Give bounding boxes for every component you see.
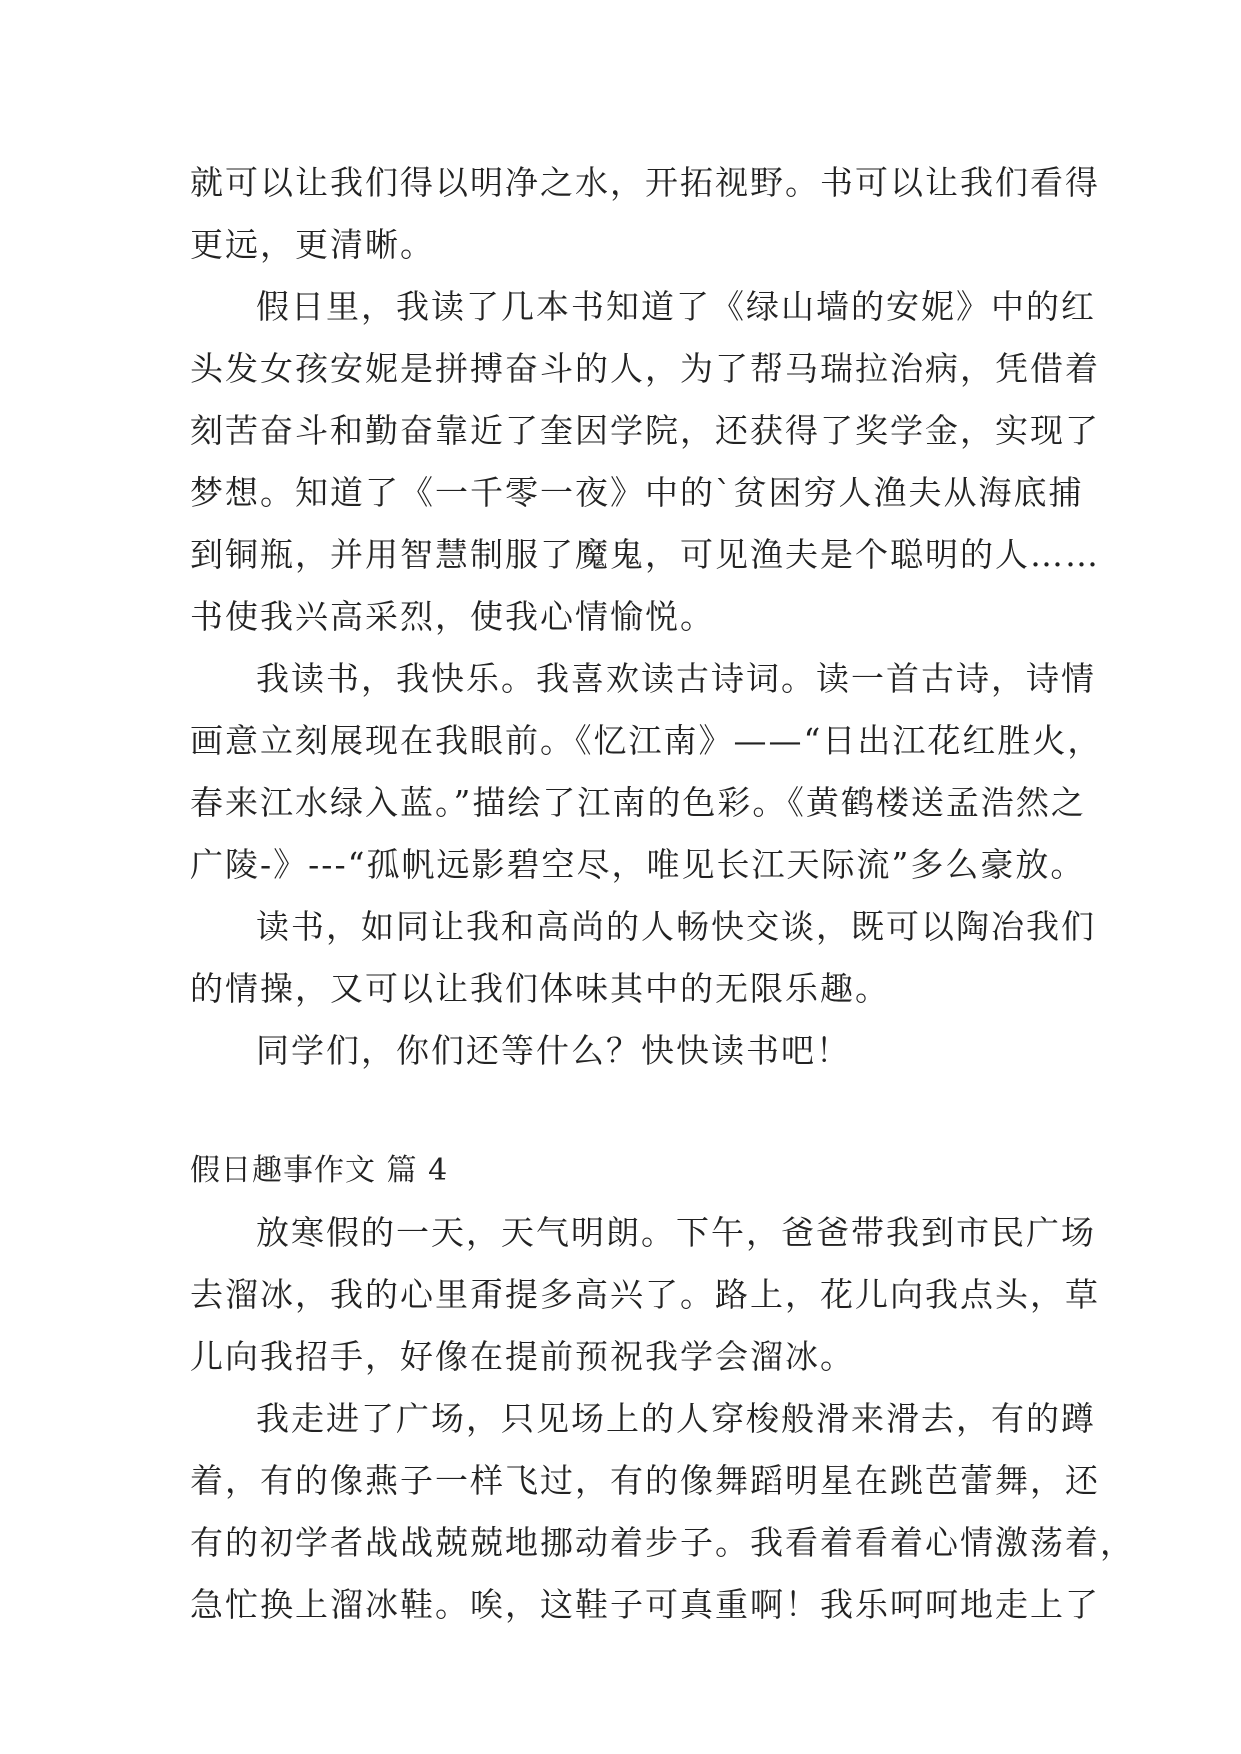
text-line: 刻苦奋斗和勤奋靠近了奎因学院，还获得了奖学金，实现了 [190, 411, 1100, 450]
paragraph-start-line: 同学们，你们还等什么？快快读书吧！ [256, 1031, 851, 1070]
text-line: 的情操，又可以让我们体味其中的无限乐趣。 [190, 969, 890, 1008]
paragraph-start-line: 我走进了广场，只见场上的人穿梭般滑来滑去，有的蹲 [256, 1399, 1096, 1438]
text-line: 就可以让我们得以明净之水，开拓视野。书可以让我们看得 [190, 163, 1100, 202]
text-line: 着，有的像燕子一样飞过，有的像舞蹈明星在跳芭蕾舞，还 [190, 1461, 1100, 1500]
text-line: 头发女孩安妮是拼搏奋斗的人，为了帮马瑞拉治病，凭借着 [190, 349, 1100, 388]
document-page [190, 152, 1135, 1636]
text-line: 广陵-》---“孤帆远影碧空尽，唯见长江天际流”多么豪放。 [190, 845, 1086, 884]
paragraph-start-line: 读书，如同让我和高尚的人畅快交谈，既可以陶冶我们 [256, 907, 1096, 946]
paragraph-start-line: 我读书，我快乐。我喜欢读古诗词。读一首古诗，诗情 [256, 659, 1096, 698]
text-line: 儿向我招手，好像在提前预祝我学会溜冰。 [190, 1337, 855, 1376]
text-line: 有的初学者战战兢兢地挪动着步子。我看着看着心情激荡着， [190, 1523, 1135, 1562]
text-line: 急忙换上溜冰鞋。唉，这鞋子可真重啊！我乐呵呵地走上了 [190, 1585, 1100, 1624]
text-line: 梦想。知道了《一千零一夜》中的`贫困穷人渔夫从海底捕 [190, 473, 1084, 512]
text-line: 书使我兴高采烈，使我心情愉悦。 [190, 597, 715, 636]
paragraph-start-line: 假日里，我读了几本书知道了《绿山墙的安妮》中的红 [256, 287, 1096, 326]
text-line: 春来江水绿入蓝。”描绘了江南的色彩。《黄鹤楼送孟浩然之 [190, 783, 1086, 822]
text-line: 更远，更清晰。 [190, 225, 435, 264]
text-line: 到铜瓶，并用智慧制服了魔鬼，可见渔夫是个聪明的人…… [190, 535, 1100, 574]
paragraph-start-line: 放寒假的一天，天气明朗。下午，爸爸带我到市民广场 [256, 1213, 1096, 1252]
text-line: 画意立刻展现在我眼前。《忆江南》——“日出江花红胜火， [190, 721, 1103, 760]
section-title: 假日趣事作文 篇 4 [190, 1153, 449, 1188]
text-line: 去溜冰，我的心里甭提多高兴了。路上，花儿向我点头，草 [190, 1275, 1100, 1314]
